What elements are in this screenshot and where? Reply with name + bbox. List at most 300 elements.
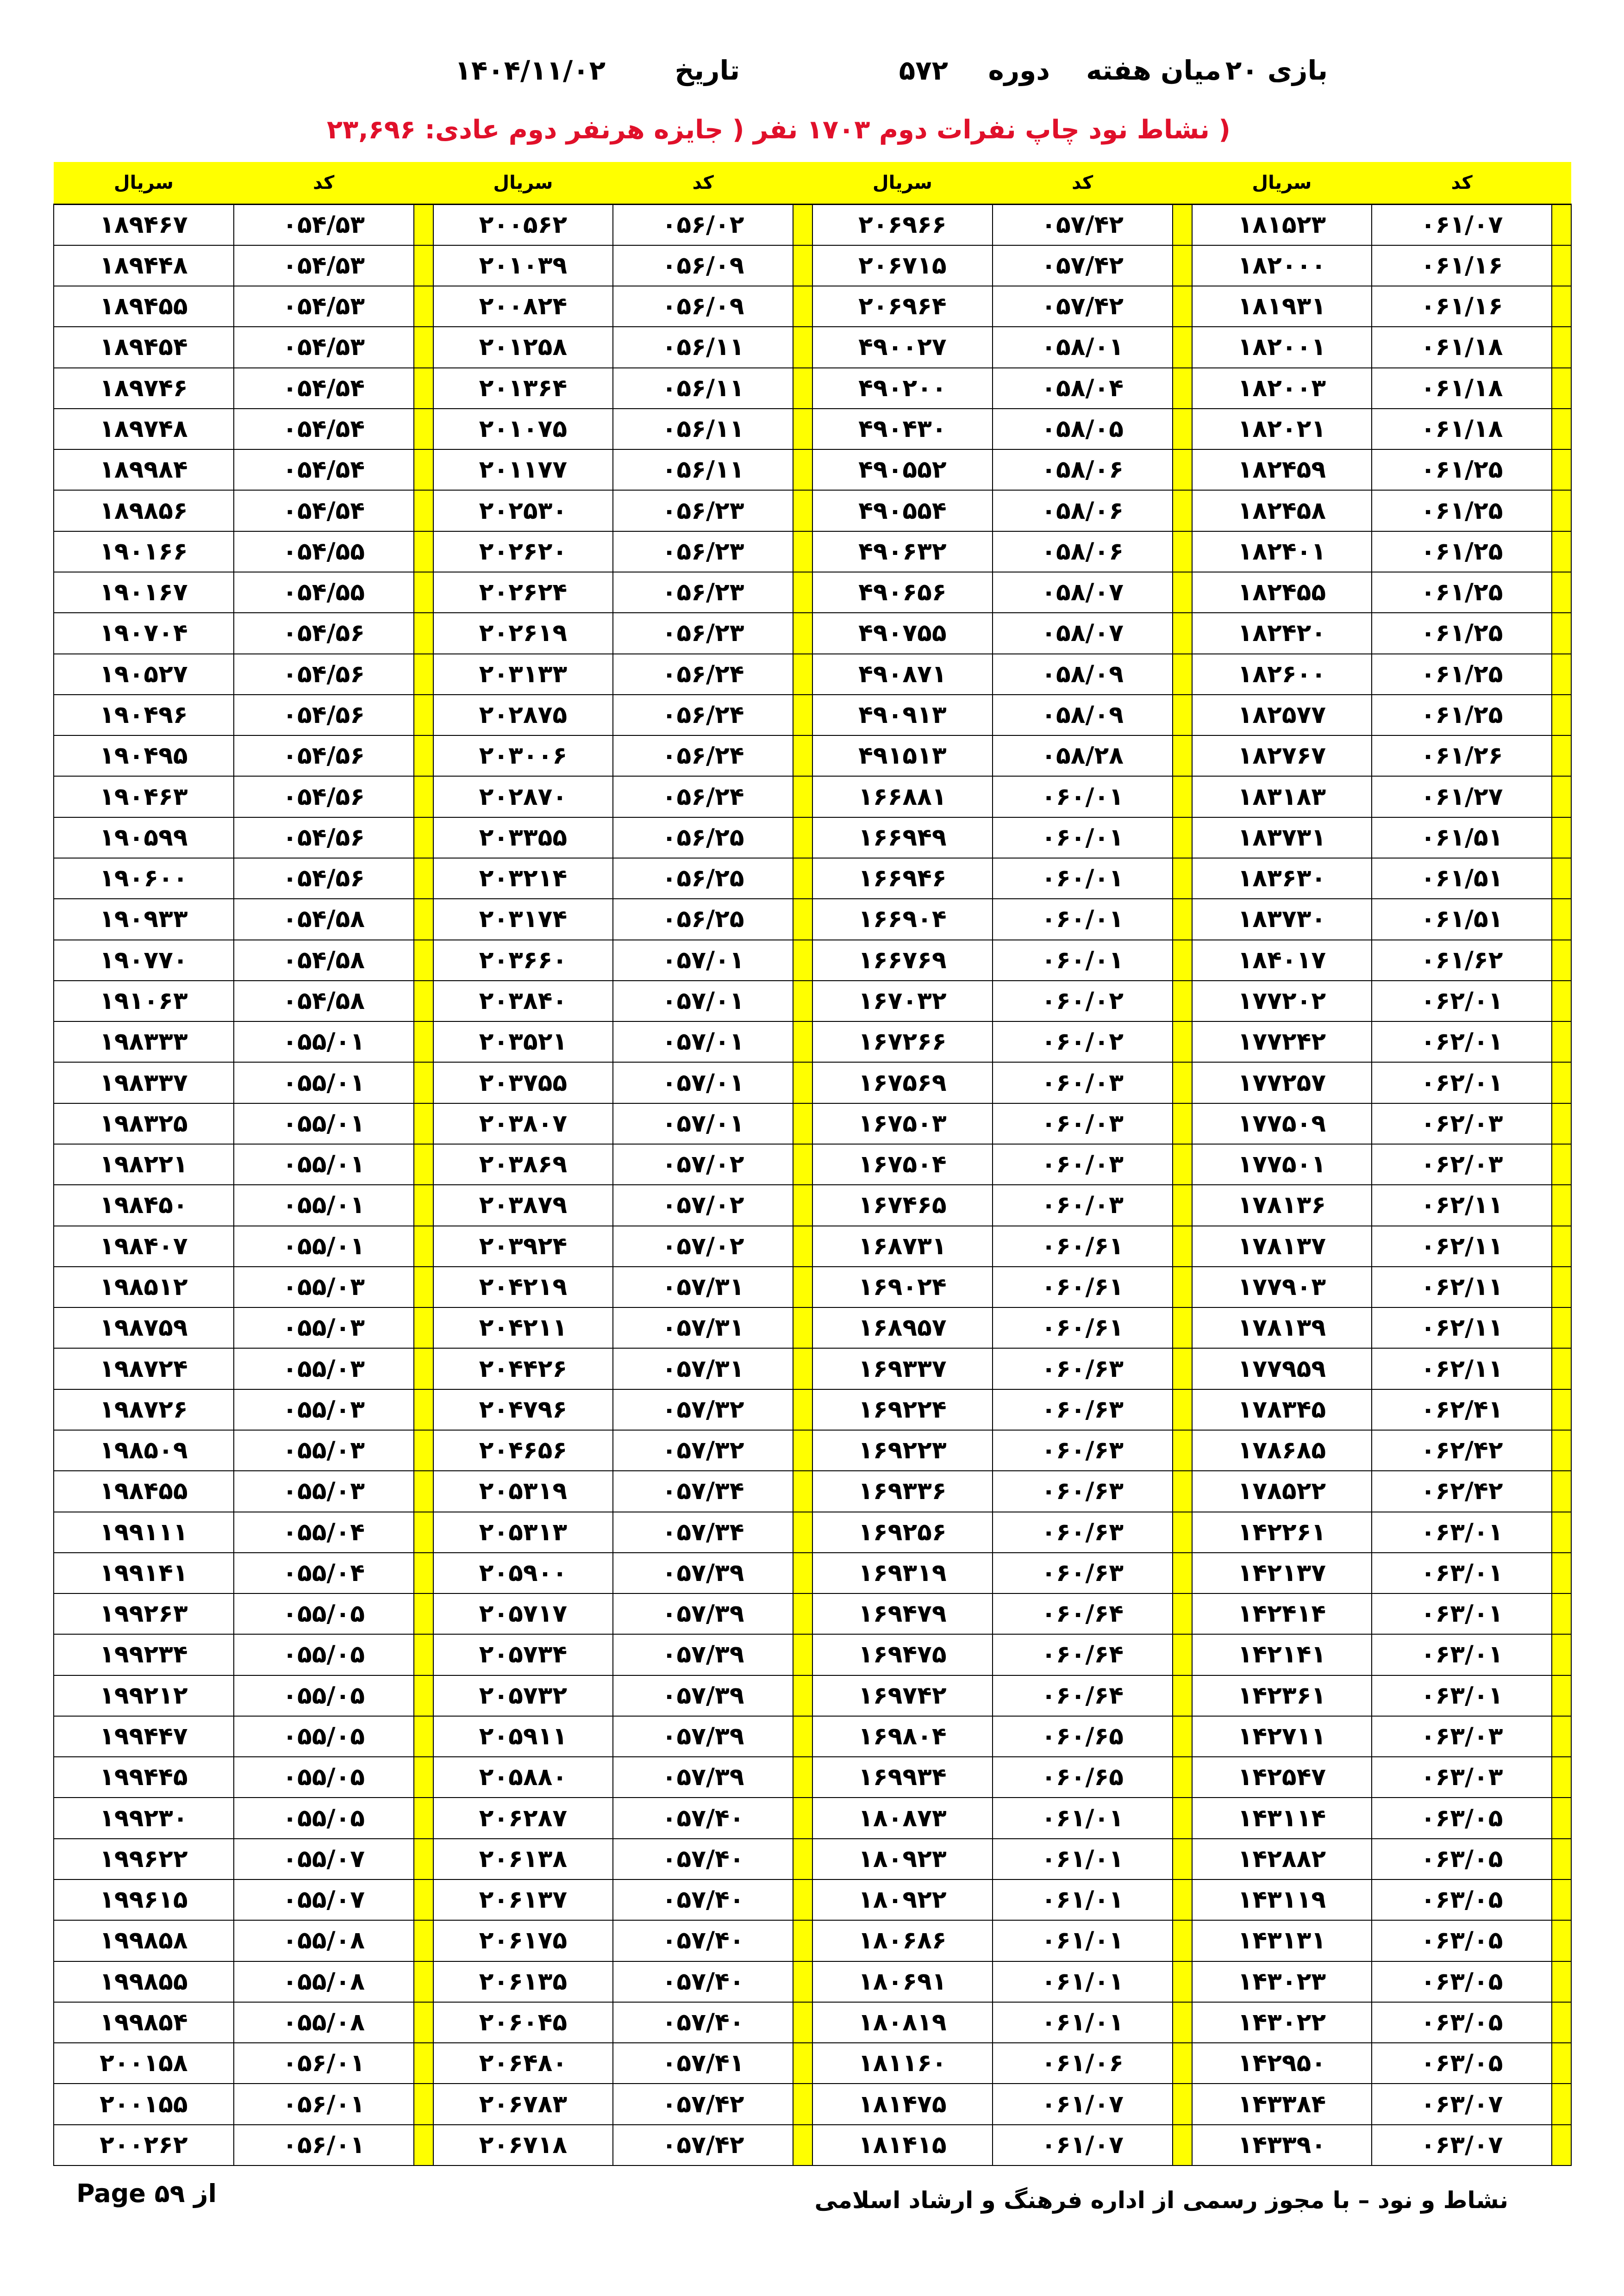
serial-cell: ۱۶۶۹۴۶ [812, 858, 993, 899]
code-cell: ۰۶۰/۶۱ [993, 1226, 1173, 1267]
marker-cell [1552, 1634, 1571, 1675]
code-cell: ۰۵۵/۰۵ [234, 1716, 414, 1757]
marker-cell [793, 1144, 812, 1185]
header-line-1 [0, 55, 1624, 101]
code-cell: ۰۵۶/۲۴ [613, 776, 793, 817]
table-row [54, 1593, 1571, 1634]
marker-cell [793, 613, 812, 653]
code-cell: ۰۶۱/۲۵ [1372, 654, 1552, 695]
code-cell: ۰۶۰/۶۳ [993, 1430, 1173, 1471]
table-row [54, 2002, 1571, 2043]
code-cell: ۰۶۰/۶۳ [993, 1389, 1173, 1430]
header-spacer [414, 162, 433, 205]
code-cell: ۰۶۰/۰۱ [993, 899, 1173, 940]
serial-cell: ۱۷۷۲۰۲ [1192, 981, 1372, 1021]
marker-cell [1552, 490, 1571, 531]
marker-cell [1173, 1144, 1192, 1185]
code-cell: ۰۶۲/۰۱ [1372, 1021, 1552, 1062]
serial-cell: ۱۸۰۸۷۳ [812, 1798, 993, 1838]
marker-cell [1173, 1553, 1192, 1593]
code-cell: ۰۵۴/۵۶ [234, 817, 414, 858]
code-cell: ۰۶۰/۰۳ [993, 1062, 1173, 1103]
marker-cell [1552, 981, 1571, 1021]
table-row [54, 695, 1571, 735]
table-row [54, 205, 1571, 245]
code-cell: ۰۵۶/۰۱ [234, 2043, 414, 2084]
code-cell: ۰۵۵/۰۷ [234, 1839, 414, 1879]
code-cell: ۰۵۷/۳۹ [613, 1716, 793, 1757]
code-cell: ۰۵۵/۰۳ [234, 1430, 414, 1471]
marker-cell [414, 1920, 433, 1961]
code-cell: ۰۶۱/۰۱ [993, 1961, 1173, 2002]
code-cell: ۰۵۵/۰۳ [234, 1307, 414, 1348]
code-cell: ۰۵۸/۰۷ [993, 613, 1173, 653]
code-cell: ۰۶۲/۴۱ [1372, 1389, 1552, 1430]
code-cell: ۰۵۵/۰۳ [234, 1348, 414, 1389]
marker-cell [414, 776, 433, 817]
code-cell: ۰۵۶/۲۳ [613, 572, 793, 613]
serial-cell: ۲۰۲۵۳۰ [433, 490, 613, 531]
serial-cell: ۲۰۰۱۵۸ [54, 2043, 234, 2084]
code-cell: ۰۵۵/۰۴ [234, 1512, 414, 1553]
marker-cell [1552, 1062, 1571, 1103]
marker-cell [414, 1267, 433, 1307]
serial-cell: ۱۹۰۶۰۰ [54, 858, 234, 899]
code-cell: ۰۶۳/۰۱ [1372, 1512, 1552, 1553]
marker-cell [414, 1348, 433, 1389]
code-cell: ۰۶۰/۶۴ [993, 1634, 1173, 1675]
marker-cell [414, 2084, 433, 2124]
serial-cell: ۱۸۲۰۰۰ [1192, 245, 1372, 286]
serial-cell: ۱۴۳۱۱۹ [1192, 1879, 1372, 1920]
marker-cell [793, 1593, 812, 1634]
serial-cell: ۱۶۹۴۷۹ [812, 1593, 993, 1634]
table-row [54, 1798, 1571, 1838]
serial-cell: ۱۶۶۷۶۹ [812, 940, 993, 981]
marker-cell [414, 1634, 433, 1675]
marker-cell [1173, 776, 1192, 817]
marker-cell [1552, 1879, 1571, 1920]
code-cell: ۰۶۰/۰۳ [993, 1103, 1173, 1144]
code-cell: ۰۵۶/۲۵ [613, 858, 793, 899]
serial-cell: ۱۸۲۶۰۰ [1192, 654, 1372, 695]
marker-cell [1552, 2002, 1571, 2043]
code-cell: ۰۶۱/۰۱ [993, 1839, 1173, 1879]
serial-cell: ۲۰۴۲۱۱ [433, 1307, 613, 1348]
code-cell: ۰۶۲/۱۱ [1372, 1185, 1552, 1226]
serial-cell: ۱۹۰۴۶۳ [54, 776, 234, 817]
code-cell: ۰۶۳/۰۵ [1372, 1839, 1552, 1879]
serial-cell: ۱۸۹۷۴۸ [54, 409, 234, 449]
marker-cell [1552, 1267, 1571, 1307]
serial-cell: ۱۹۸۳۲۵ [54, 1103, 234, 1144]
table-row [54, 1430, 1571, 1471]
code-cell: ۰۶۱/۱۶ [1372, 286, 1552, 327]
serial-cell: ۱۶۹۲۲۴ [812, 1389, 993, 1430]
marker-cell [1173, 1675, 1192, 1716]
serial-cell: ۱۸۱۵۲۳ [1192, 205, 1372, 245]
serial-cell: ۱۶۶۹۰۴ [812, 899, 993, 940]
serial-cell: ۱۴۲۸۸۲ [1192, 1839, 1372, 1879]
serial-cell: ۱۷۷۵۰۹ [1192, 1103, 1372, 1144]
code-cell: ۰۵۷/۴۰ [613, 2002, 793, 2043]
marker-cell [793, 1512, 812, 1553]
serial-cell: ۱۹۹۴۴۷ [54, 1716, 234, 1757]
serial-cell: ۱۶۹۰۲۴ [812, 1267, 993, 1307]
serial-cell: ۲۰۲۶۱۹ [433, 613, 613, 653]
serial-cell: ۱۸۹۴۵۴ [54, 327, 234, 367]
serial-cell: ۱۴۳۰۲۳ [1192, 1961, 1372, 2002]
serial-cell: ۲۰۶۱۷۵ [433, 1920, 613, 1961]
marker-cell [1552, 2043, 1571, 2084]
code-cell: ۰۵۸/۰۴ [993, 368, 1173, 409]
serial-cell: ۱۶۹۹۳۴ [812, 1757, 993, 1798]
code-cell: ۰۵۸/۰۹ [993, 654, 1173, 695]
marker-cell [414, 1839, 433, 1879]
table-row [54, 735, 1571, 776]
serial-cell: ۲۰۶۷۱۸ [433, 2125, 613, 2165]
code-cell: ۰۵۶/۲۴ [613, 735, 793, 776]
serial-cell: ۲۰۱۱۷۷ [433, 449, 613, 490]
marker-cell [414, 2002, 433, 2043]
marker-cell [1173, 1389, 1192, 1430]
serial-cell: ۱۶۹۲۲۳ [812, 1430, 993, 1471]
serial-cell: ۱۶۹۷۴۲ [812, 1675, 993, 1716]
code-cell: ۰۶۳/۰۳ [1372, 1757, 1552, 1798]
code-cell: ۰۶۱/۲۶ [1372, 735, 1552, 776]
serial-cell: ۱۸۹۷۴۶ [54, 368, 234, 409]
code-cell: ۰۵۴/۵۴ [234, 490, 414, 531]
code-cell: ۰۵۴/۵۴ [234, 409, 414, 449]
marker-cell [414, 735, 433, 776]
code-cell: ۰۶۱/۲۵ [1372, 695, 1552, 735]
serial-cell: ۱۴۲۴۱۴ [1192, 1593, 1372, 1634]
marker-cell [1552, 245, 1571, 286]
code-cell: ۰۶۱/۱۸ [1372, 368, 1552, 409]
serial-cell: ۱۹۰۷۰۴ [54, 613, 234, 653]
serial-cell: ۱۹۹۸۵۵ [54, 1961, 234, 2002]
date-value: ۱۴۰۴/۱۱/۰۲ [455, 55, 606, 86]
code-cell: ۰۶۱/۰۱ [993, 1920, 1173, 1961]
serial-cell: ۲۰۳۷۵۵ [433, 1062, 613, 1103]
table-row [54, 654, 1571, 695]
marker-cell [1552, 1103, 1571, 1144]
marker-cell [414, 981, 433, 1021]
serial-cell: ۱۹۸۴۵۰ [54, 1185, 234, 1226]
marker-cell [1173, 286, 1192, 327]
table-header [54, 162, 1571, 205]
marker-cell [414, 490, 433, 531]
serial-cell: ۱۹۹۸۵۸ [54, 1920, 234, 1961]
code-cell: ۰۵۵/۰۳ [234, 1389, 414, 1430]
table-row [54, 1634, 1571, 1675]
code-cell: ۰۶۰/۰۱ [993, 817, 1173, 858]
serial-cell: ۱۸۱۹۳۱ [1192, 286, 1372, 327]
serial-cell: ۱۴۳۳۹۰ [1192, 2125, 1372, 2165]
code-cell: ۰۶۳/۰۷ [1372, 2084, 1552, 2124]
marker-cell [793, 776, 812, 817]
serial-cell: ۴۹۱۵۱۳ [812, 735, 993, 776]
serial-cell: ۲۰۵۷۳۲ [433, 1675, 613, 1716]
marker-cell [1173, 245, 1192, 286]
code-cell: ۰۵۶/۲۳ [613, 613, 793, 653]
code-cell: ۰۶۰/۰۱ [993, 940, 1173, 981]
table-row [54, 1675, 1571, 1716]
marker-cell [414, 531, 433, 572]
table-row [54, 1103, 1571, 1144]
code-cell: ۰۶۳/۰۵ [1372, 1879, 1552, 1920]
serial-cell: ۱۸۲۵۷۷ [1192, 695, 1372, 735]
marker-cell [793, 940, 812, 981]
marker-cell [1173, 1839, 1192, 1879]
serial-cell: ۱۶۹۴۷۵ [812, 1634, 993, 1675]
marker-cell [793, 695, 812, 735]
serial-cell: ۱۹۹۸۵۴ [54, 2002, 234, 2043]
table-row [54, 490, 1571, 531]
code-cell: ۰۶۳/۰۷ [1372, 2125, 1552, 2165]
serial-cell: ۱۸۰۹۲۳ [812, 1839, 993, 1879]
code-cell: ۰۵۶/۰۱ [234, 2125, 414, 2165]
serial-cell: ۱۹۹۲۶۳ [54, 1593, 234, 1634]
marker-cell [414, 2125, 433, 2165]
code-cell: ۰۵۷/۴۰ [613, 1920, 793, 1961]
code-cell: ۰۶۰/۶۳ [993, 1512, 1173, 1553]
marker-cell [414, 654, 433, 695]
code-cell: ۰۵۴/۵۶ [234, 776, 414, 817]
serial-cell: ۱۸۴۰۱۷ [1192, 940, 1372, 981]
marker-cell [1552, 1185, 1571, 1226]
serial-cell: ۲۰۳۲۱۴ [433, 858, 613, 899]
code-cell: ۰۵۵/۰۵ [234, 1798, 414, 1838]
marker-cell [414, 2043, 433, 2084]
marker-cell [793, 1226, 812, 1267]
serial-cell: ۱۸۳۱۸۳ [1192, 776, 1372, 817]
marker-cell [793, 449, 812, 490]
serial-cell: ۲۰۳۸۰۷ [433, 1103, 613, 1144]
marker-cell [793, 1839, 812, 1879]
marker-cell [1173, 1961, 1192, 2002]
serial-cell: ۲۰۲۸۷۰ [433, 776, 613, 817]
code-cell: ۰۵۴/۵۳ [234, 205, 414, 245]
draw-name: میان هفته [1086, 55, 1221, 86]
table-row [54, 1757, 1571, 1798]
code-cell: ۰۵۶/۰۱ [234, 2084, 414, 2124]
code-cell: ۰۵۵/۰۱ [234, 1062, 414, 1103]
serial-cell: ۱۹۰۱۶۶ [54, 531, 234, 572]
code-cell: ۰۵۷/۳۹ [613, 1553, 793, 1593]
marker-cell [414, 1389, 433, 1430]
code-cell: ۰۵۷/۴۰ [613, 1961, 793, 2002]
serial-cell: ۲۰۵۳۱۳ [433, 1512, 613, 1553]
table-row [54, 613, 1571, 653]
code-cell: ۰۵۶/۰۲ [613, 205, 793, 245]
code-cell: ۰۵۶/۲۵ [613, 817, 793, 858]
page-number: Page ۵۹ از [76, 2179, 217, 2208]
serial-cell: ۱۶۶۸۸۱ [812, 776, 993, 817]
code-cell: ۰۵۷/۰۱ [613, 1021, 793, 1062]
code-cell: ۰۵۷/۰۲ [613, 1144, 793, 1185]
serial-cell: ۱۷۸۱۳۹ [1192, 1307, 1372, 1348]
code-cell: ۰۵۸/۰۶ [993, 531, 1173, 572]
marker-cell [414, 858, 433, 899]
code-cell: ۰۵۷/۳۹ [613, 1593, 793, 1634]
code-cell: ۰۶۲/۰۱ [1372, 1062, 1552, 1103]
code-cell: ۰۶۰/۶۳ [993, 1471, 1173, 1512]
serial-cell: ۱۸۳۷۳۱ [1192, 817, 1372, 858]
serial-cell: ۱۶۹۳۳۷ [812, 1348, 993, 1389]
code-cell: ۰۵۷/۳۱ [613, 1307, 793, 1348]
serial-cell: ۱۴۲۹۵۰ [1192, 2043, 1372, 2084]
serial-cell: ۱۸۹۴۴۸ [54, 245, 234, 286]
marker-cell [414, 1307, 433, 1348]
marker-cell [1552, 899, 1571, 940]
code-cell: ۰۶۱/۲۵ [1372, 490, 1552, 531]
marker-cell [414, 1553, 433, 1593]
code-cell: ۰۵۷/۳۱ [613, 1267, 793, 1307]
serial-cell: ۱۶۷۵۰۳ [812, 1103, 993, 1144]
code-cell: ۰۵۶/۲۴ [613, 695, 793, 735]
marker-cell [414, 1757, 433, 1798]
marker-cell [793, 368, 812, 409]
code-cell: ۰۶۰/۰۳ [993, 1144, 1173, 1185]
marker-cell [1552, 1920, 1571, 1961]
code-cell: ۰۵۷/۰۲ [613, 1226, 793, 1267]
serial-cell: ۱۸۹۸۵۶ [54, 490, 234, 531]
code-cell: ۰۶۲/۴۲ [1372, 1471, 1552, 1512]
serial-cell: ۲۰۴۲۱۹ [433, 1267, 613, 1307]
code-cell: ۰۶۱/۲۵ [1372, 531, 1552, 572]
marker-cell [1173, 409, 1192, 449]
marker-cell [793, 2043, 812, 2084]
serial-cell: ۱۷۸۶۸۵ [1192, 1430, 1372, 1471]
prize-summary: ( نشاط نود چاپ نفرات دوم ۱۷۰۳ نفر ( جایزه هرنفر دوم عادی: ۲۳,۶۹۶ [326, 115, 1230, 145]
table-row [54, 1348, 1571, 1389]
code-cell: ۰۶۳/۰۵ [1372, 1920, 1552, 1961]
serial-cell: ۱۹۹۱۴۱ [54, 1553, 234, 1593]
header-spacer [793, 162, 812, 205]
code-cell: ۰۶۰/۶۳ [993, 1553, 1173, 1593]
code-cell: ۰۶۱/۲۵ [1372, 572, 1552, 613]
code-cell: ۰۵۷/۴۲ [993, 205, 1173, 245]
marker-cell [793, 1348, 812, 1389]
marker-cell [1552, 449, 1571, 490]
marker-cell [414, 1593, 433, 1634]
marker-cell [414, 1512, 433, 1553]
round-label: دوره [988, 55, 1050, 86]
marker-cell [1173, 2084, 1192, 2124]
serial-cell: ۲۰۳۵۲۱ [433, 1021, 613, 1062]
serial-cell: ۲۰۱۳۶۴ [433, 368, 613, 409]
marker-cell [414, 1430, 433, 1471]
code-cell: ۰۵۶/۱۱ [613, 368, 793, 409]
serial-cell: ۱۹۸۳۳۷ [54, 1062, 234, 1103]
serial-cell: ۱۸۲۷۶۷ [1192, 735, 1372, 776]
code-cell: ۰۵۴/۵۶ [234, 695, 414, 735]
marker-cell [793, 1675, 812, 1716]
serial-cell: ۱۸۹۹۸۴ [54, 449, 234, 490]
code-cell: ۰۶۱/۰۷ [993, 2125, 1173, 2165]
marker-cell [1173, 1716, 1192, 1757]
code-cell: ۰۶۳/۰۱ [1372, 1553, 1552, 1593]
code-cell: ۰۶۳/۰۱ [1372, 1634, 1552, 1675]
serial-cell: ۲۰۵۷۱۷ [433, 1593, 613, 1634]
code-cell: ۰۵۵/۰۱ [234, 1103, 414, 1144]
table-row [54, 1716, 1571, 1757]
table-row [54, 940, 1571, 981]
code-cell: ۰۵۴/۵۳ [234, 327, 414, 367]
serial-cell: ۲۰۵۹۰۰ [433, 1553, 613, 1593]
code-cell: ۰۵۷/۳۴ [613, 1471, 793, 1512]
marker-cell [414, 1226, 433, 1267]
code-cell: ۰۵۵/۰۷ [234, 1879, 414, 1920]
serial-cell: ۱۶۷۴۶۵ [812, 1185, 993, 1226]
serial-cell: ۱۴۲۵۴۷ [1192, 1757, 1372, 1798]
serial-cell: ۴۹۰۷۵۵ [812, 613, 993, 653]
code-cell: ۰۵۵/۰۳ [234, 1471, 414, 1512]
code-cell: ۰۵۶/۰۹ [613, 245, 793, 286]
marker-cell [793, 858, 812, 899]
marker-cell [793, 1798, 812, 1838]
serial-cell: ۱۸۳۶۳۰ [1192, 858, 1372, 899]
marker-cell [1552, 409, 1571, 449]
code-cell: ۰۵۷/۰۲ [613, 1185, 793, 1226]
marker-cell [793, 1879, 812, 1920]
code-cell: ۰۵۷/۳۹ [613, 1634, 793, 1675]
serial-cell: ۱۸۳۷۳۰ [1192, 899, 1372, 940]
marker-cell [793, 1389, 812, 1430]
marker-cell [1173, 981, 1192, 1021]
marker-cell [414, 940, 433, 981]
marker-cell [414, 613, 433, 653]
marker-cell [1173, 1062, 1192, 1103]
marker-cell [1552, 572, 1571, 613]
serial-cell: ۴۹۰۵۵۴ [812, 490, 993, 531]
serial-cell: ۱۷۷۵۰۱ [1192, 1144, 1372, 1185]
marker-cell [414, 245, 433, 286]
code-cell: ۰۵۷/۴۰ [613, 1879, 793, 1920]
code-cell: ۰۶۲/۱۱ [1372, 1267, 1552, 1307]
code-cell: ۰۵۴/۵۶ [234, 654, 414, 695]
marker-cell [1173, 1471, 1192, 1512]
serial-cell: ۱۹۰۷۷۰ [54, 940, 234, 981]
code-cell: ۰۶۳/۰۵ [1372, 1798, 1552, 1838]
serial-cell: ۱۹۹۱۱۱ [54, 1512, 234, 1553]
marker-cell [1173, 1920, 1192, 1961]
serial-cell: ۲۰۳۸۷۹ [433, 1185, 613, 1226]
serial-cell: ۱۹۹۶۱۵ [54, 1879, 234, 1920]
marker-cell [793, 1185, 812, 1226]
code-cell: ۰۵۶/۱۱ [613, 409, 793, 449]
marker-cell [1552, 1757, 1571, 1798]
marker-cell [1173, 1634, 1192, 1675]
code-cell: ۰۶۰/۰۱ [993, 776, 1173, 817]
table-body [54, 205, 1571, 2166]
serial-cell: ۱۶۹۲۵۶ [812, 1512, 993, 1553]
code-cell: ۰۵۸/۲۸ [993, 735, 1173, 776]
serial-cell: ۱۶۹۳۳۶ [812, 1471, 993, 1512]
code-cell: ۰۵۷/۴۱ [613, 2043, 793, 2084]
code-cell: ۰۶۲/۰۱ [1372, 981, 1552, 1021]
marker-cell [793, 2125, 812, 2165]
code-column-header: کد [993, 162, 1173, 205]
code-cell: ۰۵۵/۰۵ [234, 1593, 414, 1634]
serial-cell: ۱۹۸۳۳۳ [54, 1021, 234, 1062]
serial-cell: ۱۷۸۱۳۶ [1192, 1185, 1372, 1226]
serial-cell: ۱۴۳۱۱۴ [1192, 1798, 1372, 1838]
code-cell: ۰۶۰/۶۳ [993, 1348, 1173, 1389]
code-cell: ۰۵۴/۵۸ [234, 899, 414, 940]
code-cell: ۰۵۵/۰۱ [234, 1226, 414, 1267]
